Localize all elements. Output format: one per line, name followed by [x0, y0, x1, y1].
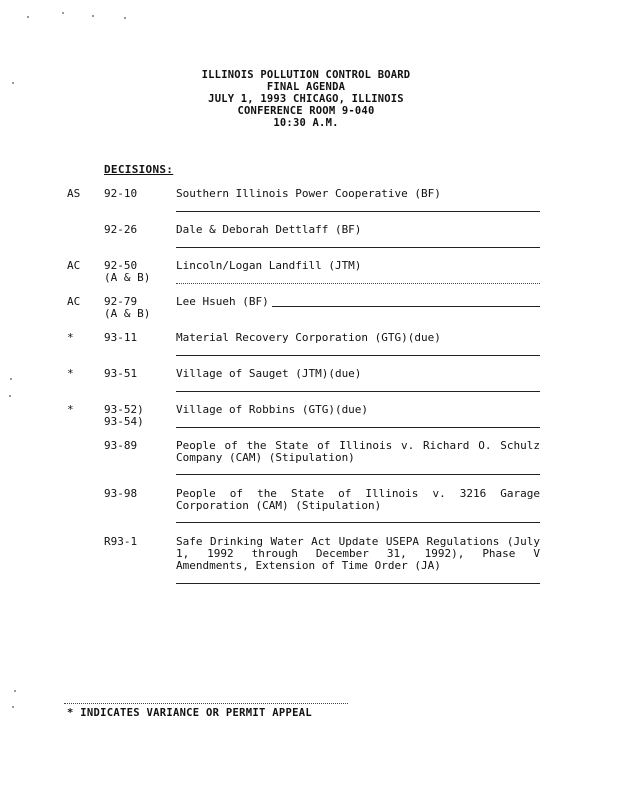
item-title: Village of Sauget (JTM)(due): [176, 367, 362, 380]
item-mark: *: [67, 403, 74, 416]
item-number: 93-89: [104, 439, 138, 452]
header-line-1: ILLINOIS POLLUTION CONTROL BOARD: [201, 69, 411, 81]
item-underline: [176, 522, 540, 523]
scan-speck: [92, 15, 94, 17]
scan-speck: [124, 17, 126, 19]
item-underline: [176, 474, 540, 475]
item-underline: [176, 247, 540, 248]
item-underline: [176, 355, 540, 356]
item-mark: AS: [67, 187, 81, 200]
item-mark: *: [67, 331, 74, 344]
item-title: Material Recovery Corporation (GTG)(due): [176, 331, 441, 344]
item-number: 93-52): [104, 403, 144, 416]
item-title: People of the State of Illinois v. 3216 Garage Corporation (CAM) (Stipulation): [176, 487, 540, 512]
item-number: 93-11: [104, 331, 138, 344]
item-title: People of the State of Illinois v. Richard O. Schulz Company (CAM) (Stipulation): [176, 439, 540, 464]
item-underline: [176, 283, 540, 284]
item-mark: AC: [67, 259, 81, 272]
scan-speck: [27, 16, 29, 18]
item-subnumber: 93-54): [104, 415, 144, 428]
item-number: 93-51: [104, 367, 138, 380]
item-title: Village of Robbins (GTG)(due): [176, 403, 369, 416]
footer-rule: [64, 703, 348, 704]
item-number: 92-10: [104, 187, 138, 200]
item-underline: [176, 583, 540, 584]
item-subnumber: (A & B): [104, 307, 151, 320]
item-mark: *: [67, 367, 74, 380]
item-title: Southern Illinois Power Cooperative (BF): [176, 187, 441, 200]
item-underline: [272, 306, 540, 307]
header-line-3: JULY 1, 1993 CHICAGO, ILLINOIS: [208, 93, 404, 105]
item-underline: [176, 211, 540, 212]
scan-speck: [14, 690, 16, 692]
scan-speck: [12, 706, 14, 708]
header-line-5: 10:30 A.M.: [273, 117, 339, 129]
header-line-4: CONFERENCE ROOM 9-040: [237, 105, 375, 117]
footer-note: * INDICATES VARIANCE OR PERMIT APPEAL: [67, 707, 312, 719]
item-title: Dale & Deborah Dettlaff (BF): [176, 223, 362, 236]
item-underline: [176, 427, 540, 428]
item-subnumber: (A & B): [104, 271, 151, 284]
header-line-2: FINAL AGENDA: [266, 81, 346, 93]
scan-speck: [62, 12, 64, 14]
item-title: Safe Drinking Water Act Update USEPA Regulations (July 1, 1992 through December 31, 1992), Phase V Amendments, Extension of Time Order (JA): [176, 535, 540, 572]
item-underline: [176, 391, 540, 392]
item-number: 92-50: [104, 259, 138, 272]
item-title: Lee Hsueh (BF): [176, 295, 269, 308]
item-number: 92-79: [104, 295, 138, 308]
item-number: 92-26: [104, 223, 138, 236]
item-number: 93-98: [104, 487, 138, 500]
scan-speck: [9, 395, 11, 397]
scan-speck: [10, 378, 12, 380]
item-title: Lincoln/Logan Landfill (JTM): [176, 259, 362, 272]
item-mark: AC: [67, 295, 81, 308]
item-number: R93-1: [104, 535, 138, 548]
section-title: DECISIONS:: [104, 163, 174, 176]
